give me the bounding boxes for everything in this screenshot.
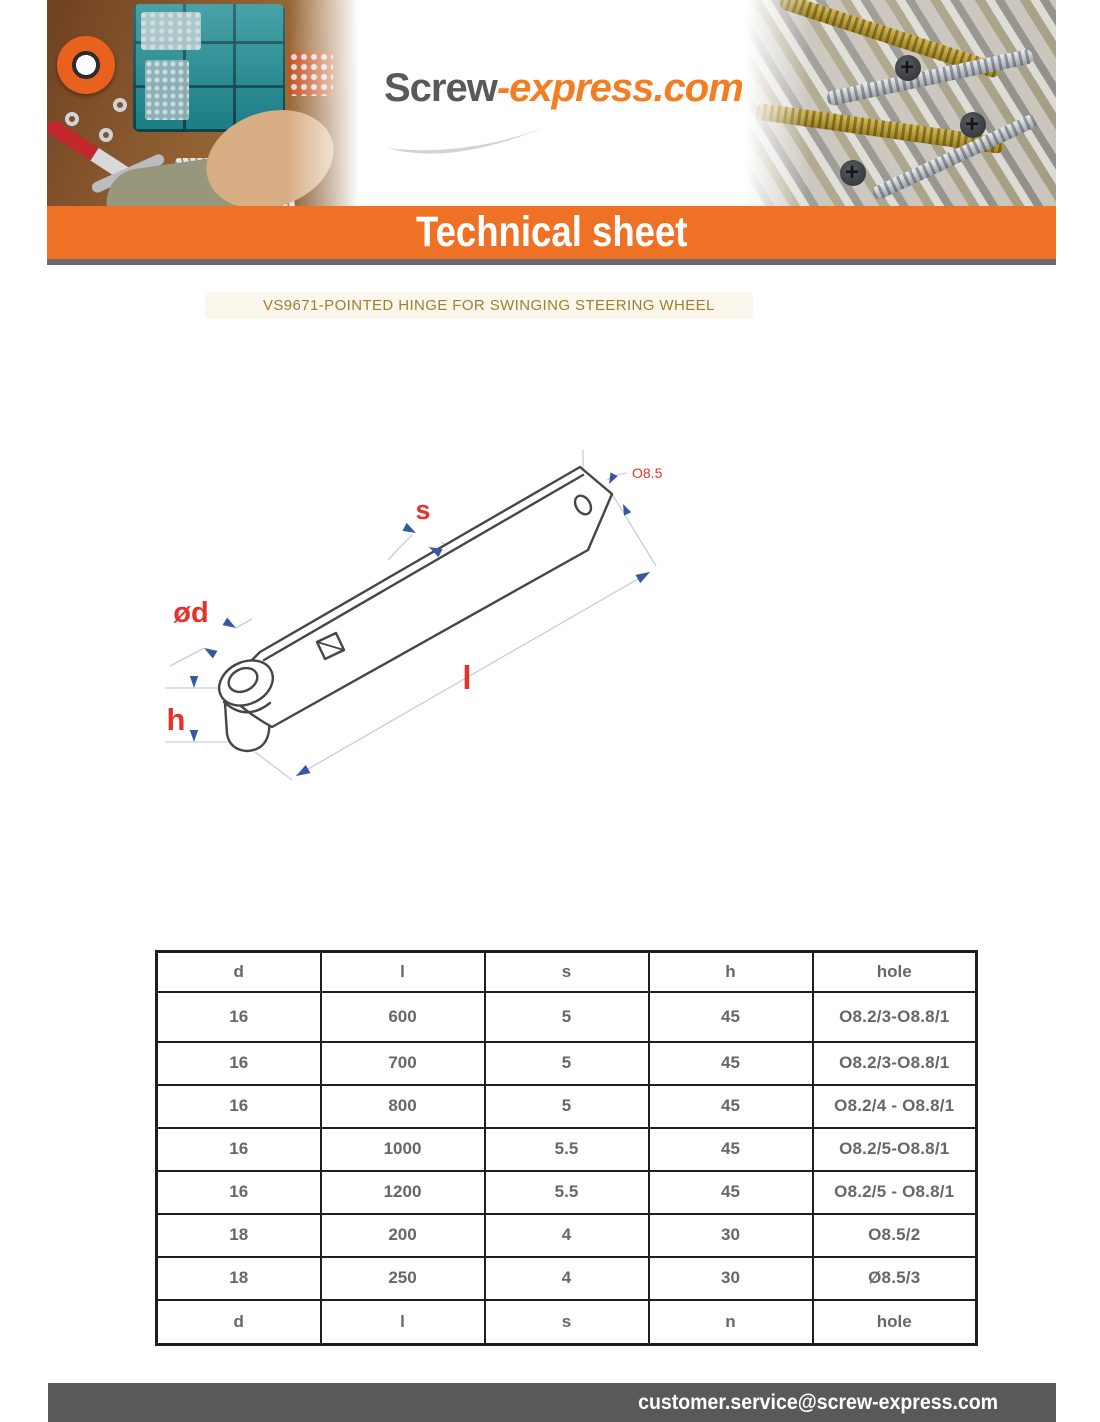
spec-cell: 16 — [157, 992, 321, 1042]
spec-cell: O8.2/3-O8.8/1 — [813, 992, 977, 1042]
spec-header-row — [157, 1300, 977, 1345]
screw-head-image — [840, 160, 866, 186]
spec-data-row — [157, 1128, 977, 1171]
dim-label-l: l — [462, 659, 472, 696]
spec-cell: 30 — [649, 1214, 813, 1257]
washer-image — [65, 112, 79, 126]
spec-cell: 1200 — [321, 1171, 485, 1214]
spec-table-body — [157, 952, 977, 1345]
logo-text — [384, 66, 743, 111]
spec-cell: 16 — [157, 1085, 321, 1128]
spec-cell: Ø8.5/3 — [813, 1257, 977, 1300]
header-photo-workbench — [47, 0, 359, 206]
hinge-technical-drawing — [120, 430, 740, 810]
spec-cell: 5.5 — [485, 1171, 649, 1214]
spec-cell: 5 — [485, 1085, 649, 1128]
footer-email: customer.service@screw-express.com — [638, 1391, 998, 1414]
spec-cell: 250 — [321, 1257, 485, 1300]
spec-header-row — [157, 952, 977, 992]
spec-data-row — [157, 1085, 977, 1128]
spec-data-row — [157, 1257, 977, 1300]
spec-cell: 45 — [649, 1128, 813, 1171]
hinge-outline — [212, 467, 612, 751]
spec-cell: hole — [813, 952, 977, 992]
spec-cell: 5.5 — [485, 1128, 649, 1171]
logo-swoosh — [388, 122, 553, 160]
dim-label-hole: O8.5 — [632, 465, 663, 481]
spec-cell: 45 — [649, 992, 813, 1042]
spec-cell: h — [649, 952, 813, 992]
header-photo-screws — [745, 0, 1056, 206]
spec-table — [155, 950, 978, 1346]
spec-cell: s — [485, 952, 649, 992]
spec-cell: O8.2/5 - O8.8/1 — [813, 1171, 977, 1214]
washer-image — [113, 98, 127, 112]
logo-suffix: -express.com — [496, 66, 743, 110]
spec-data-row — [157, 1042, 977, 1085]
spec-cell: 700 — [321, 1042, 485, 1085]
spec-data-row — [157, 1214, 977, 1257]
spec-cell: 18 — [157, 1257, 321, 1300]
banner-title: Technical sheet — [415, 208, 688, 256]
spec-data-row — [157, 992, 977, 1042]
spec-cell: 5 — [485, 1042, 649, 1085]
spec-cell: 16 — [157, 1128, 321, 1171]
spec-cell: 800 — [321, 1085, 485, 1128]
washer-image — [99, 128, 113, 142]
screw-head-image — [960, 112, 986, 138]
spec-cell: 1000 — [321, 1128, 485, 1171]
spec-cell: 5 — [485, 992, 649, 1042]
logo — [380, 58, 750, 188]
screw-head-image — [895, 55, 921, 81]
spec-cell: 30 — [649, 1257, 813, 1300]
dim-label-h: h — [166, 702, 186, 737]
spec-cell: 4 — [485, 1257, 649, 1300]
product-title: VS9671-POINTED HINGE FOR SWINGING STEERING WHEEL — [263, 297, 715, 314]
banner-divider — [47, 259, 1056, 265]
banner — [47, 206, 1056, 259]
spec-cell: O8.2/5-O8.8/1 — [813, 1128, 977, 1171]
tape-measure-image — [57, 36, 115, 94]
spec-cell: s — [485, 1300, 649, 1345]
spec-cell: n — [649, 1300, 813, 1345]
spec-cell: O8.2/3-O8.8/1 — [813, 1042, 977, 1085]
dim-label-od: ød — [173, 597, 209, 629]
nuts-box-image — [289, 52, 333, 96]
footer-bar — [48, 1383, 1056, 1422]
spec-cell: 16 — [157, 1171, 321, 1214]
spec-cell: l — [321, 952, 485, 992]
spec-cell: 45 — [649, 1042, 813, 1085]
spec-cell: O8.2/4 - O8.8/1 — [813, 1085, 977, 1128]
spec-cell: 45 — [649, 1171, 813, 1214]
dim-label-s: s — [415, 495, 431, 525]
spec-cell: O8.5/2 — [813, 1214, 977, 1257]
logo-prefix: Screw — [384, 66, 497, 110]
spec-cell: 200 — [321, 1214, 485, 1257]
spec-data-row — [157, 1171, 977, 1214]
spec-cell: l — [321, 1300, 485, 1345]
spec-cell: 18 — [157, 1214, 321, 1257]
spec-cell: d — [157, 1300, 321, 1345]
spec-cell: 45 — [649, 1085, 813, 1128]
spec-cell: d — [157, 952, 321, 992]
spec-table-wrap — [155, 950, 978, 1346]
spec-cell: 600 — [321, 992, 485, 1042]
spec-cell: 4 — [485, 1214, 649, 1257]
spec-cell: 16 — [157, 1042, 321, 1085]
spec-cell: hole — [813, 1300, 977, 1345]
